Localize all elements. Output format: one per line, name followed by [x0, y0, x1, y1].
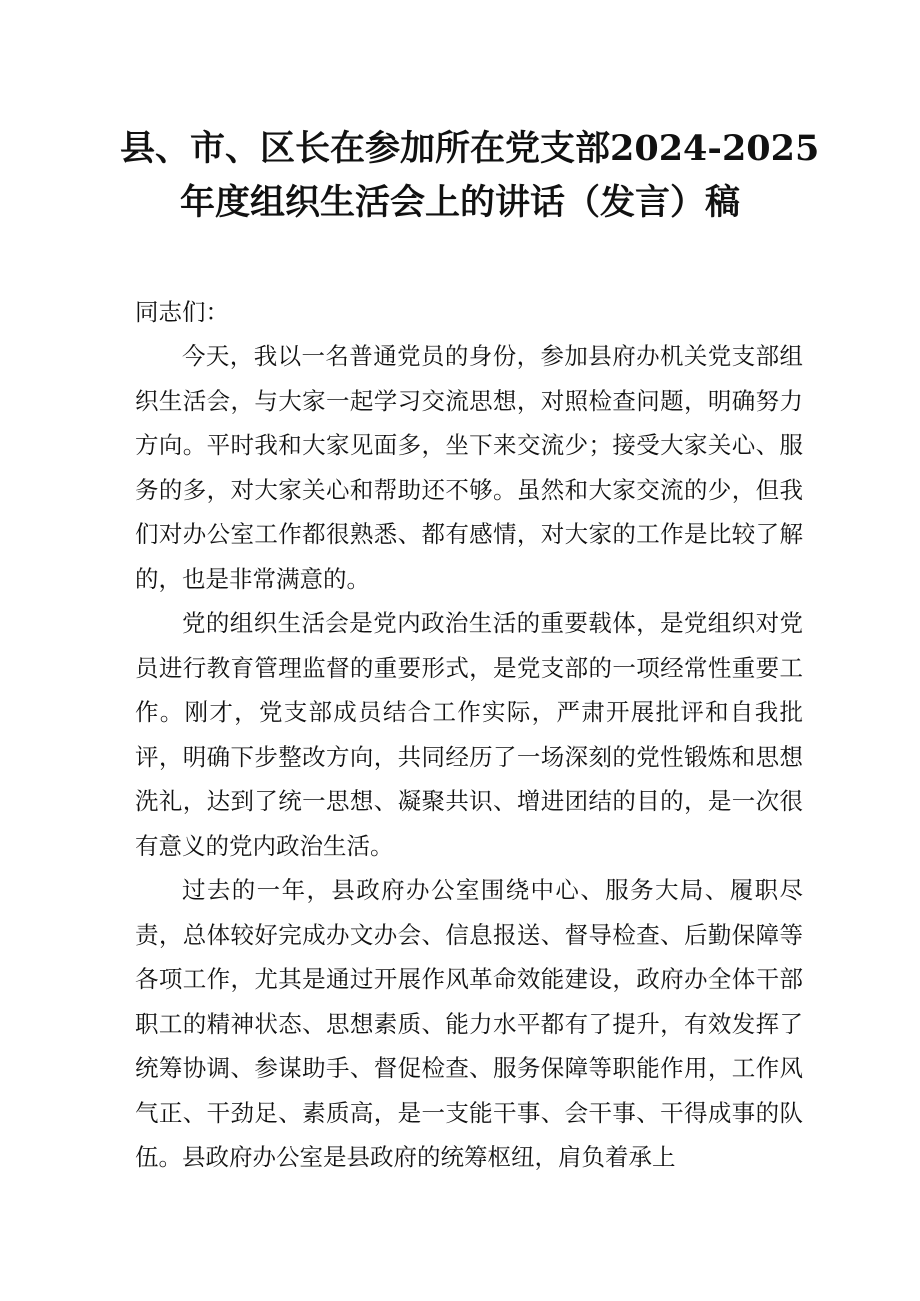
- paragraph: 今天，我以一名普通党员的身份，参加县府办机关党支部组织生活会，与大家一起学习交流思想，对照检查问题，明确努力方向。平时我和大家见面多，坐下来交流少；接受大家关心、服务的多，对大家关心和帮助还不够。虽然和大家交流的少，但我们对办公室工作都很熟悉、都有感情，对大家的工作是比较了解的，也是非常满意的。: [135, 342, 803, 593]
- document-title: [120, 122, 820, 230]
- paragraph: 过去的一年，县政府办公室围绕中心、服务大局、履职尽责，总体较好完成办文办会、信息报送、督导检查、后勤保障等各项工作，尤其是通过开展作风革命效能建设，政府办全体干部职工的精神状态、思想素质、能力水平都有了提升，有效发挥了统筹协调、参谋助手、督促检查、服务保障等职能作用，工作风气正、干劲足、素质高，是一支能干事、会干事、干得成事的队伍。县政府办公室是县政府的统筹枢纽，肩负着承上: [135, 876, 803, 1171]
- paragraph: 党的组织生活会是党内政治生活的重要载体，是党组织对党员进行教育管理监督的重要形式，是党支部的一项经常性重要工作。刚才，党支部成员结合工作实际，严肃开展批评和自我批评，明确下步整改方向，共同经历了一场深刻的党性锻炼和思想洗礼，达到了统一思想、凝聚共识、增进团结的目的，是一次很有意义的党内政治生活。: [135, 609, 803, 860]
- salutation: 同志们：: [135, 298, 229, 326]
- title-line-2: 年度组织生活会上的讲话（发言）稿: [179, 182, 740, 223]
- title-line-1: 县、市、区长在参加所在党支部2024-2025: [120, 128, 820, 169]
- document-body: [135, 290, 803, 1180]
